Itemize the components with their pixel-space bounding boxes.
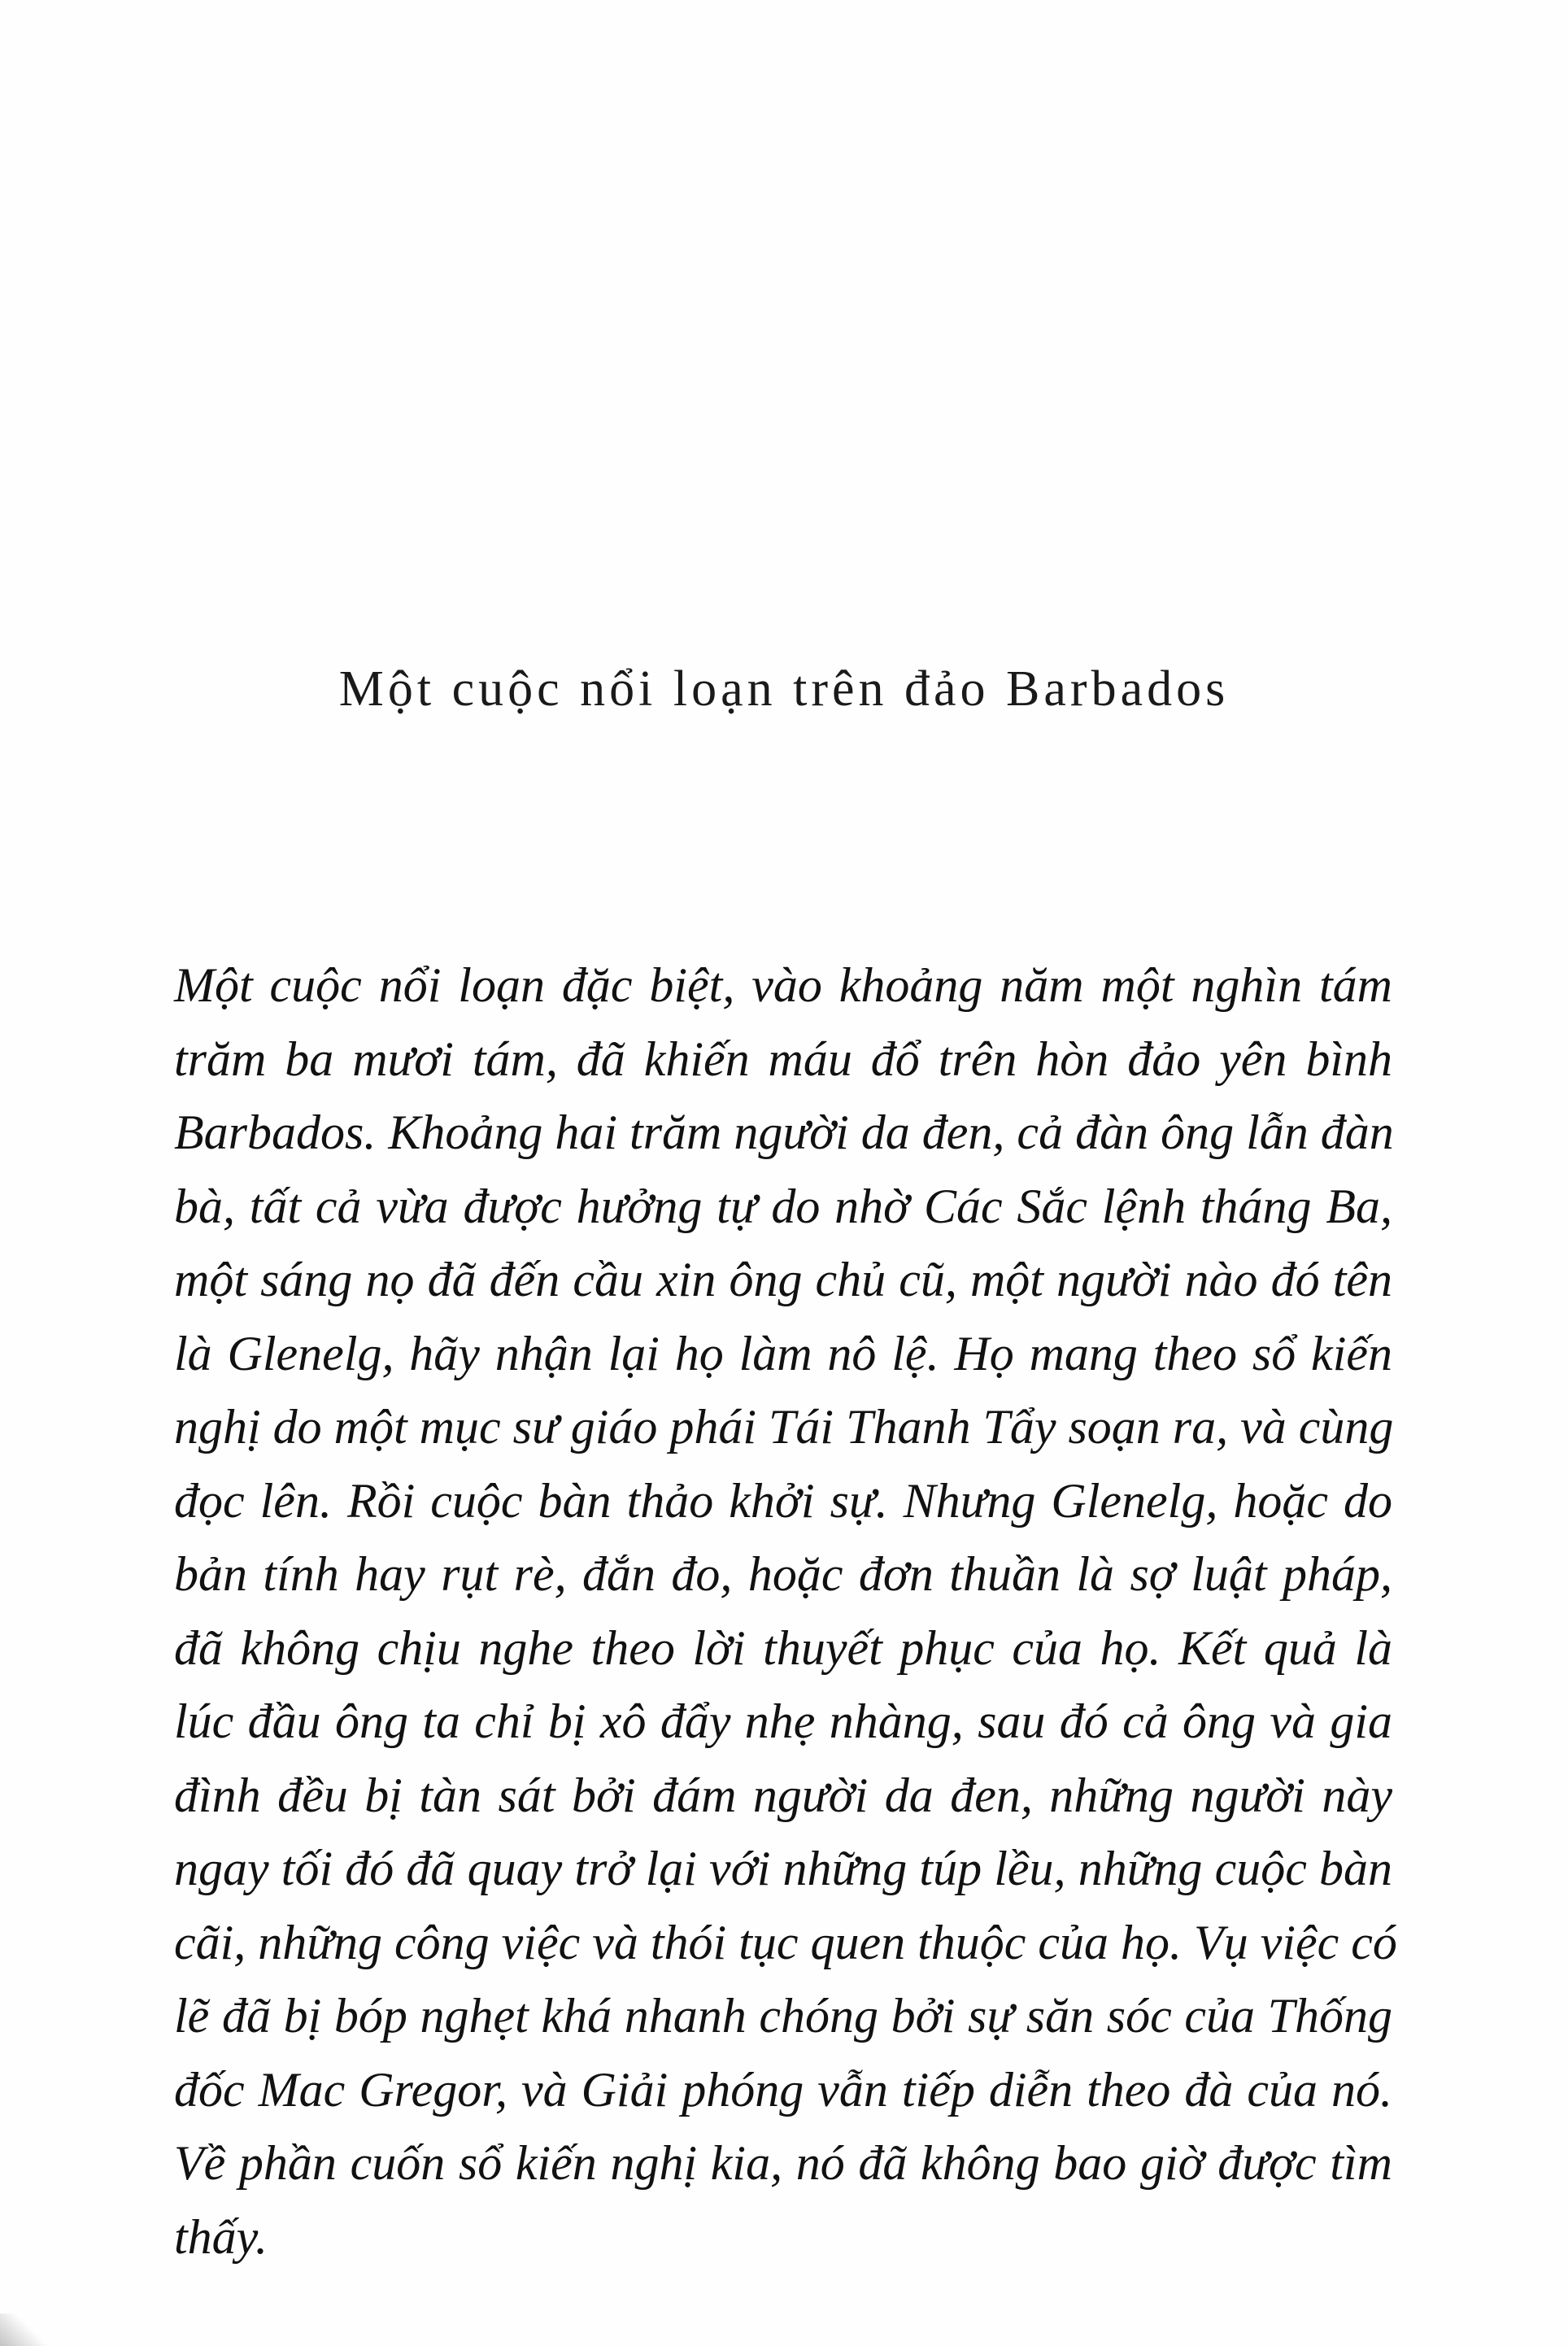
paragraph-line: Một cuộc nổi loạn đặc biệt, vào khoảng năm một nghìn tám bbox=[174, 958, 1392, 1012]
paragraph-line: bản tính hay rụt rè, đắn đo, hoặc đơn thuần là sợ luật pháp, bbox=[174, 1547, 1392, 1601]
chapter-paragraph bbox=[174, 948, 1397, 2274]
paragraph-line: là Glenelg, hãy nhận lại họ làm nô lệ. Họ mang theo sổ kiến bbox=[174, 1326, 1392, 1380]
paragraph-line: cãi, những công việc và thói tục quen thuộc của họ. Vụ việc có bbox=[174, 1915, 1397, 1969]
paragraph-line: đốc Mac Gregor, và Giải phóng vẫn tiếp diễn theo đà của nó. bbox=[174, 2062, 1392, 2117]
paragraph-line: một sáng nọ đã đến cầu xin ông chủ cũ, một người nào đó tên bbox=[174, 1253, 1392, 1306]
scan-edge-shadow bbox=[0, 2313, 49, 2346]
paragraph-line: đã không chịu nghe theo lời thuyết phục của họ. Kết quả là bbox=[174, 1620, 1392, 1675]
paragraph-line: nghị do một mục sư giáo phái Tái Thanh Tẩy soạn ra, và cùng bbox=[174, 1400, 1394, 1454]
chapter-title: Một cuộc nổi loạn trên đảo Barbados bbox=[338, 661, 1230, 717]
paragraph-line: trăm ba mươi tám, đã khiến máu đổ trên hòn đảo yên bình bbox=[174, 1031, 1392, 1086]
paragraph-line: lúc đầu ông ta chỉ bị xô đẩy nhẹ nhàng, sau đó cả ông và gia bbox=[174, 1694, 1392, 1748]
paragraph-line: đọc lên. Rồi cuộc bàn thảo khởi sự. Nhưng Glenelg, hoặc do bbox=[174, 1473, 1392, 1528]
paragraph-line: bà, tất cả vừa được hưởng tự do nhờ Các Sắc lệnh tháng Ba, bbox=[174, 1179, 1392, 1233]
paragraph-line: ngay tối đó đã quay trở lại với những túp lều, những cuộc bàn bbox=[174, 1842, 1392, 1895]
paragraph-line: Về phần cuốn sổ kiến nghị kia, nó đã không bao giờ được tìm bbox=[174, 2136, 1392, 2190]
paragraph-line: Barbados. Khoảng hai trăm người da đen, cả đàn ông lẫn đàn bbox=[174, 1105, 1394, 1159]
paragraph-line: lẽ đã bị bóp nghẹt khá nhanh chóng bởi sự săn sóc của Thống bbox=[174, 1989, 1392, 2043]
paragraph-line: thấy. bbox=[174, 2209, 268, 2264]
paragraph-line: đình đều bị tàn sát bởi đám người da đen, những người này bbox=[174, 1768, 1392, 1822]
